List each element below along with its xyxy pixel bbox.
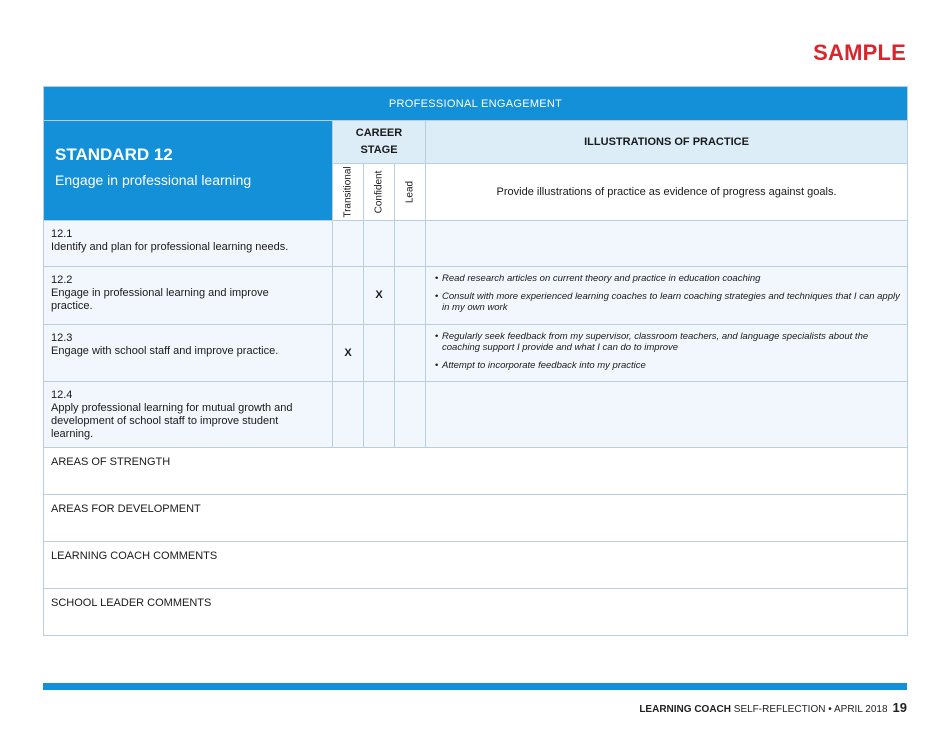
illustration-item: • Read research articles on current theory and practice in education coaching [433,273,901,285]
illustrations-cell[interactable] [426,221,908,267]
footer-date: • APRIL 2018 [825,704,888,715]
section-title: PROFESSIONAL ENGAGEMENT [44,87,908,121]
mark-cell[interactable] [395,267,426,325]
item-text: Identify and plan for professional learning needs. [51,241,289,253]
item-number: 12.3 [51,331,73,344]
table-row [44,324,908,382]
page-number: 19 [892,700,907,715]
career-stage-heading: CAREER STAGE [333,121,426,164]
mark-cell[interactable] [364,382,395,448]
illustrations-description: Provide illustrations of practice as evidence of progress against goals. [426,164,908,221]
item-text: Engage with school staff and improve practice. [51,344,279,357]
item-number: 12.1 [51,228,73,240]
table-row [44,382,908,448]
mark-cell[interactable] [395,382,426,448]
item-number: 12.4 [51,389,73,401]
mark-cell[interactable] [395,324,426,382]
illustrations-heading: ILLUSTRATIONS OF PRACTICE [426,121,908,164]
illustration-item: • Regularly seek feedback from my supervisor, classroom teachers, and language specialists about the coaching support I provide and what I can do to improve [433,331,901,354]
learning-coach-comments-section[interactable]: LEARNING COACH COMMENTS [44,542,908,589]
illustrations-cell[interactable] [426,324,908,382]
stage-confident: Confident [364,164,395,221]
mark-cell[interactable]: X [333,324,364,382]
areas-of-strength-section[interactable]: AREAS OF STRENGTH [44,448,908,495]
standard-description: Engage in professional learning [55,172,252,188]
item-text: Apply professional learning for mutual growth and development of school staff to improve student learning. [51,402,293,440]
standard-number: STANDARD 12 [55,145,173,164]
mark-cell[interactable] [364,221,395,267]
footer-title-bold: LEARNING COACH [639,704,731,715]
footer [639,700,907,715]
table-row [44,267,908,325]
footer-title-rest: SELF-REFLECTION [731,704,826,715]
sample-label: SAMPLE [813,40,906,65]
illustration-item: • Consult with more experienced learning coaches to learn coaching strategies and techniques that I can apply in my own work [433,291,901,314]
mark-cell[interactable] [333,382,364,448]
school-leader-comments-section[interactable]: SCHOOL LEADER COMMENTS [44,589,908,636]
stage-lead: Lead [395,164,426,221]
item-text: Engage in professional learning and improve practice. [51,287,269,312]
mark-cell[interactable] [333,267,364,325]
illustrations-cell[interactable] [426,267,908,325]
mark-cell[interactable] [364,324,395,382]
mark-cell[interactable] [333,221,364,267]
footer-rule [43,683,907,690]
item-number: 12.2 [51,274,73,286]
standard-header [44,121,333,221]
areas-for-development-section[interactable]: AREAS FOR DEVELOPMENT [44,495,908,542]
illustration-item: • Attempt to incorporate feedback into my practice [433,360,901,372]
mark-cell[interactable]: X [364,267,395,325]
table-row [44,221,908,267]
stage-transitional: Transitional [333,164,364,221]
mark-cell[interactable] [395,221,426,267]
standard-table [43,86,908,636]
illustrations-cell[interactable] [426,382,908,448]
